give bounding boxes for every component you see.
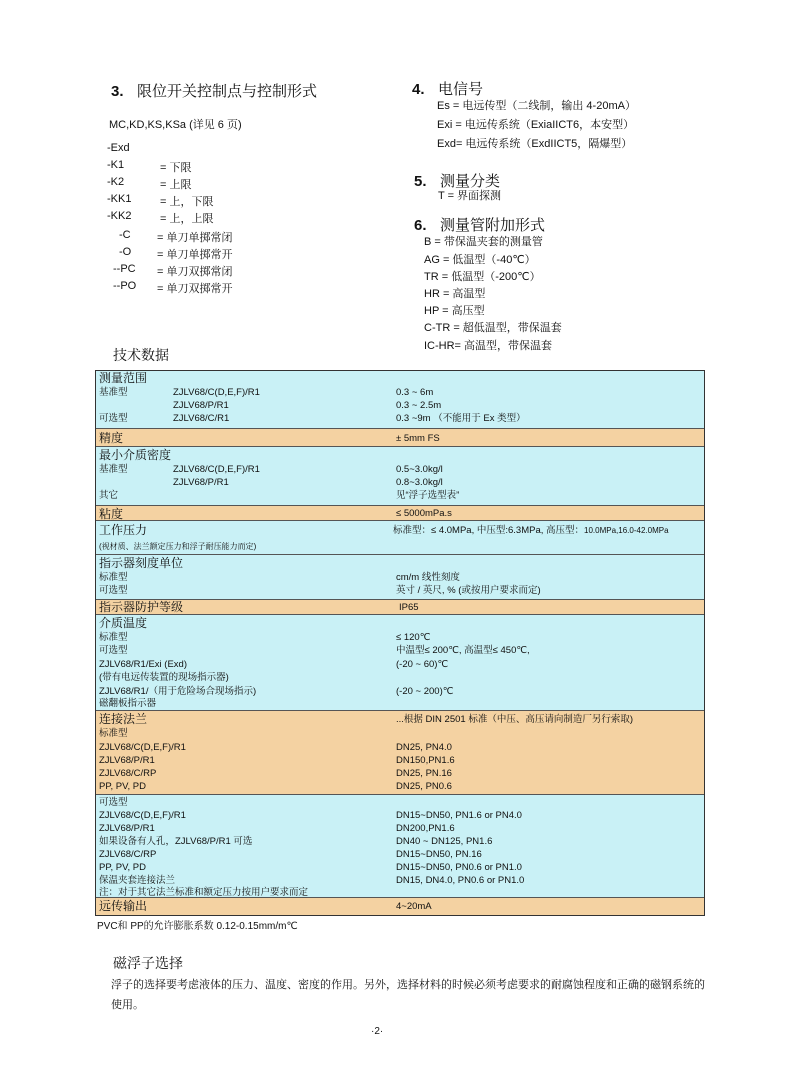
cell: ZJLV68/P/R1 xyxy=(99,823,155,834)
cell: DN25, PN0.6 xyxy=(396,781,452,792)
cell: ZJLV68/C/R1 xyxy=(173,413,230,424)
cell: 0.5~3.0kg/l xyxy=(396,464,443,475)
limit-switch-models: MC,KD,KS,KSa (详见 6 页) xyxy=(109,119,242,131)
def-row: HP = 高压型 xyxy=(424,305,485,317)
cell: DN200,PN1.6 xyxy=(396,823,455,834)
cell: DN15~DN50, PN.16 xyxy=(396,849,482,860)
section-title: 测量分类 xyxy=(440,173,501,190)
cell: ZJLV68/R1/（用于危险场合现场指示) xyxy=(99,686,257,697)
cell: 0.8~3.0kg/l xyxy=(396,477,443,488)
cell: ≤ 120℃ xyxy=(396,632,431,643)
def-row: IC-HR= 高温型，带保温套 xyxy=(424,340,553,352)
pressure-standard: 标准型：≤ 4.0MPa, 中压型:6.3MPa, 高压型： xyxy=(393,525,585,536)
cell: (-20 ~ 60)℃ xyxy=(396,659,449,670)
def-row: T = 界面探测 xyxy=(438,190,502,202)
def-row: HR = 高温型 xyxy=(424,288,486,300)
cell: ZJLV68/C/RP xyxy=(99,849,157,860)
cell: DN150,PN1.6 xyxy=(396,755,455,766)
cell: ZJLV68/P/R1 xyxy=(99,755,155,766)
cell: 0.3 ~ 6m xyxy=(396,387,434,398)
section-title: 电信号 xyxy=(438,81,484,98)
spec-table xyxy=(95,370,705,916)
cell: ZJLV68/R1/Exi (Exd) xyxy=(99,659,187,670)
cell: PP, PV, PD xyxy=(99,862,147,873)
cell-header: 指示器刻度单位 xyxy=(99,556,184,570)
cell: ZJLV68/C(D,E,F)/R1 xyxy=(99,810,186,821)
cell: DN25, PN.16 xyxy=(396,768,452,779)
cell: DN40 ~ DN125, PN1.6 xyxy=(396,836,493,847)
table-note: PVC和 PP的允许膨胀系数 0.12-0.15mm/m℃ xyxy=(97,921,298,932)
cell: 注：对于其它法兰标准和额定压力按用户要求而定 xyxy=(99,887,309,898)
float-paragraph: 浮子的选择要考虑液体的压力、温度、密度的作用。另外，选择材料的时候必须考虑要求的耐腐蚀程度和正确的磁钢系统的使用。 xyxy=(111,979,705,1011)
cell: 其它 xyxy=(99,490,119,501)
cell: ...根据 DIN 2501 标准（中压、高压请向制造厂另行索取) xyxy=(396,714,633,725)
def-row: C-TR = 超低温型，带保温套 xyxy=(424,322,562,334)
section-number: 6. xyxy=(414,217,427,234)
section-title: 限位开关控制点与控制形式 xyxy=(137,83,318,100)
cell-header: 粘度 xyxy=(99,507,124,521)
cell: (带有电远传装置的现场指示器) xyxy=(99,672,229,683)
cell: ZJLV68/C(D,E,F)/R1 xyxy=(173,387,260,398)
cell xyxy=(393,525,669,537)
cell: ZJLV68/P/R1 xyxy=(173,477,229,488)
cell: cm/m 线性刻度 xyxy=(396,572,460,583)
cell: DN15~DN50, PN1.6 or PN4.0 xyxy=(396,810,522,821)
cell: 磁翻板指示器 xyxy=(99,698,157,709)
cell: 可选型 xyxy=(99,413,128,424)
cell: 标准型 xyxy=(99,728,128,739)
cell-header: 测量范围 xyxy=(99,371,148,385)
section-number: 5. xyxy=(414,173,427,190)
cell: 可选型 xyxy=(99,585,128,596)
cell: 基准型 xyxy=(99,464,128,475)
cell-header: 最小介质密度 xyxy=(99,448,172,462)
page-number: ·2· xyxy=(371,1026,384,1037)
cell: ZJLV68/C/RP xyxy=(99,768,157,779)
cell: 如果设备有人孔，ZJLV68/P/R1 可选 xyxy=(99,836,253,847)
cell-header: 连接法兰 xyxy=(99,712,148,726)
cell-header: 指示器防护等级 xyxy=(99,600,184,614)
pressure-high: 10.0MPa,16.0-42.0MPa xyxy=(584,526,669,535)
cell: PP, PV, PD xyxy=(99,781,147,792)
cell: DN25, PN4.0 xyxy=(396,742,452,753)
section-title: 测量管附加形式 xyxy=(440,217,546,234)
def-row: B = 带保温夹套的测量管 xyxy=(424,236,543,248)
cell: 见“浮子选型表” xyxy=(396,490,460,501)
def-row: Exd= 电远传系统（ExdIICT5，隔爆型） xyxy=(437,138,633,150)
cell: 0.3 ~ 2.5m xyxy=(396,400,442,411)
section-number: 3. xyxy=(111,83,124,100)
cell-header: 工作压力 xyxy=(99,523,148,537)
def-row: Exi = 电远传系统（ExiaIICT6，本安型） xyxy=(437,119,635,131)
cell: 标准型 xyxy=(99,632,128,643)
section-number: 4. xyxy=(412,81,425,98)
def-row: TR = 低温型（-200℃） xyxy=(424,271,541,283)
cell: 0.3 ~9m （不能用于 Ex 类型） xyxy=(396,413,526,424)
cell: ≤ 5000mPa.s xyxy=(396,508,452,519)
cell-header: 远传输出 xyxy=(99,899,148,913)
cell: IP65 xyxy=(399,602,419,613)
cell-header: 可选型 xyxy=(99,797,128,808)
cell: ± 5mm FS xyxy=(396,433,440,444)
cell: ZJLV68/C(D,E,F)/R1 xyxy=(99,742,186,753)
section-3-heading xyxy=(111,80,317,101)
cell: ZJLV68/C(D,E,F)/R1 xyxy=(173,464,260,475)
cell-header: 介质温度 xyxy=(99,616,148,630)
section-6-heading xyxy=(414,214,545,235)
cell: ZJLV68/P/R1 xyxy=(173,400,229,411)
cell: 中温型≤ 200℃, 高温型≤ 450℃, xyxy=(396,645,530,656)
cell: (视材质、法兰额定压力和浮子耐压能力而定) xyxy=(99,542,257,551)
cell: 标准型 xyxy=(99,572,128,583)
tech-data-title: 技术数据 xyxy=(113,348,169,364)
cell: 保温夹套连接法兰 xyxy=(99,875,176,886)
float-title: 磁浮子选择 xyxy=(113,956,183,972)
cell: DN15~DN50, PN0.6 or PN1.0 xyxy=(396,862,522,873)
def-row: Es = 电远传型（二线制，输出 4-20mA） xyxy=(437,100,636,112)
cell: DN15, DN4.0, PN0.6 or PN1.0 xyxy=(396,875,525,886)
cell-header: 精度 xyxy=(99,431,124,445)
section-4-heading xyxy=(412,78,483,99)
cell: 可选型 xyxy=(99,645,128,656)
cell: (-20 ~ 200)℃ xyxy=(396,686,454,697)
cell: 英寸 / 英尺, % (或按用户要求而定) xyxy=(396,585,541,596)
cell: 4~20mA xyxy=(396,901,432,912)
cell: 基准型 xyxy=(99,387,128,398)
def-row: AG = 低温型（-40℃） xyxy=(424,254,536,266)
